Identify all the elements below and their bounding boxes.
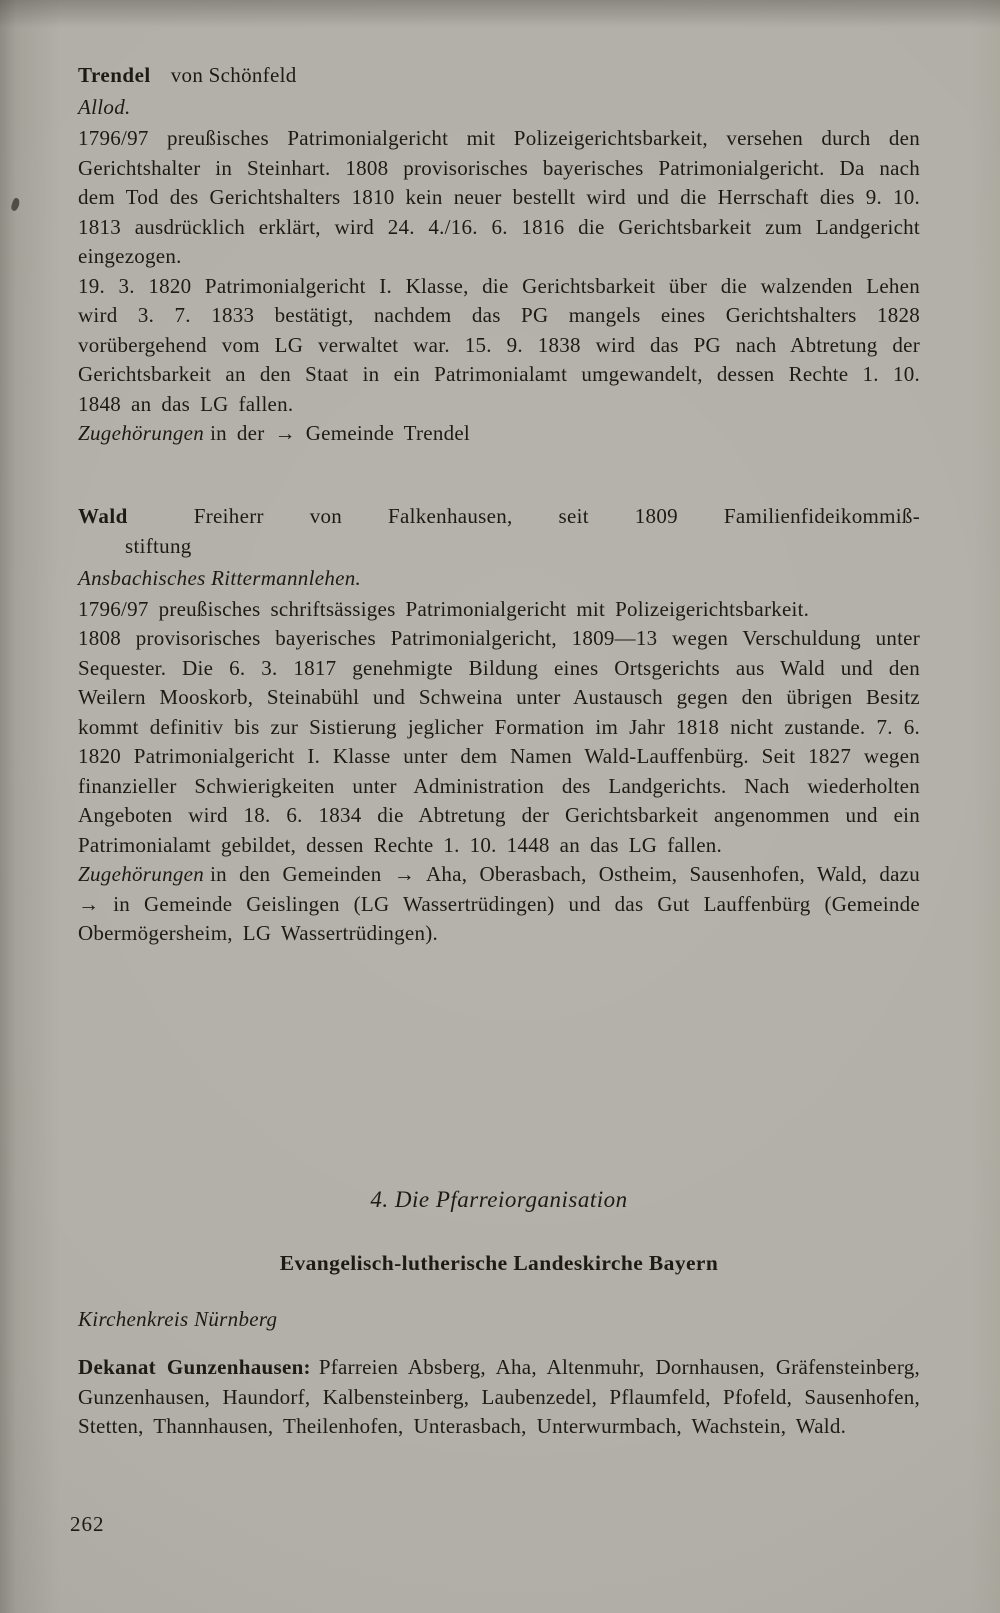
entry-trendel	[78, 60, 920, 449]
entry-trendel-owner: von Schönfeld	[170, 63, 297, 87]
entry-wald-owner: Freiherr von Falkenhausen, seit 1809 Familienfideikommiß-	[193, 503, 920, 528]
dekanat-paragraph	[78, 1353, 920, 1442]
section-heading: 4. Die Pfarreiorganisation	[370, 1187, 628, 1212]
entry-wald	[78, 501, 920, 949]
zugehoerungen-text: in der → Gemeinde Trendel	[210, 421, 470, 445]
entry-wald-name: Wald	[78, 503, 128, 528]
pfarreiorganisation-section	[78, 1185, 920, 1442]
entry-trendel-tenure: Allod.	[78, 95, 131, 119]
kirchenkreis-line: Kirchenkreis Nürnberg	[78, 1307, 278, 1331]
entry-wald-zugehoerungen	[78, 860, 920, 949]
entry-wald-tenure: Ansbachisches Rittermannlehen.	[78, 565, 362, 590]
zugehoerungen-label: Zugehörungen	[78, 862, 205, 886]
entry-trendel-paragraph-2: 19. 3. 1820 Patrimonialgericht I. Klasse, die Gerichtsbarkeit über die walzenden Lehen wird 3. 7. 1833 bestätigt, nachdem das PG mangels eines Gerichtshalters 1828 vorübergehend vom LG verwaltet war. 15. 9. 1838 wird das PG nach Abtretung der Gerichtsbarkeit an den Staat in ein Patrimonialamt umgewandelt, dessen Rechte 1. 10. 1848 an das LG fallen.	[78, 273, 920, 416]
dekanat-parishes: Pfarreien Absberg, Aha, Altenmuhr, Dornhausen, Gräfensteinberg, Gunzenhausen, Haundorf, Kalbensteinberg, Laubenzedel, Pflaumfeld, Pfofeld, Sausenhofen, Stetten, Thannhausen, Theilenhofen, Unterasbach, Unterwurmbach, Wachstein, Wald.	[78, 1355, 920, 1438]
ink-speck	[10, 197, 21, 212]
entry-wald-heading-line2: stiftung	[125, 533, 192, 558]
entry-wald-paragraph-2: 1808 provisorisches bayerisches Patrimonialgericht, 1809—13 wegen Verschuldung unter Sequester. Die 6. 3. 1817 genehmigte Bildung eines Ortsgerichts aus Wald und den Weilern Mooskorb, Steinabühl und Schweina unter Austausch gegen den übrigen Besitz kommt definitiv bis zur Sistierung jeglicher Formation im Jahr 1818 nicht zustande. 7. 6. 1820 Patrimonialgericht I. Klasse unter dem Namen Wald-Lauffenbürg. Seit 1827 wegen finanzieller Schwierigkeiten unter Administration des Landgerichts. Nach wiederholten Angeboten wird 18. 6. 1834 die Abtretung der Gerichtsbarkeit angenommen und ein Patrimonialamt gebildet, dessen Rechte 1. 10. 1448 an das LG fallen.	[78, 626, 920, 857]
entry-trendel-heading	[78, 60, 920, 90]
dekanat-label: Dekanat Gunzenhausen:	[78, 1355, 311, 1379]
landeskirche-subheading: Evangelisch-lutherische Landeskirche Bayern	[279, 1251, 719, 1275]
entry-trendel-paragraph-1: 1796/97 preußisches Patrimonialgericht mit Polizeigerichtsbarkeit, versehen durch den Gerichtshalter in Steinhart. 1808 provisorisches bayerisches Patrimonialgericht. Da nach dem Tod des Gerichtshalters 1810 kein neuer bestellt wird und die Herrschaft dies 9. 10. 1813 ausdrücklich erklärt, wird 24. 4./16. 6. 1816 die Gerichtsbarkeit zum Landgericht eingezogen.	[78, 126, 920, 268]
entry-trendel-zugehoerungen	[78, 419, 920, 449]
zugehoerungen-text: in den Gemeinden → Aha, Oberasbach, Ostheim, Sausenhofen, Wald, dazu → in Gemeinde Geislingen (LG Wassertrüdingen) und das Gut Lauffenbürg (Gemeinde Obermögersheim, LG Wassertrüdingen).	[78, 862, 920, 945]
entry-wald-heading-line1	[78, 501, 920, 531]
zugehoerungen-label: Zugehörungen	[78, 421, 205, 445]
text-block	[78, 60, 920, 949]
entry-wald-heading	[78, 501, 920, 561]
entry-trendel-name: Trendel	[78, 63, 151, 87]
entry-wald-paragraph-1: 1796/97 preußisches schriftsässiges Patrimonialgericht mit Polizeigerichtsbarkeit.	[78, 596, 810, 621]
page-number: 262	[70, 1512, 105, 1536]
